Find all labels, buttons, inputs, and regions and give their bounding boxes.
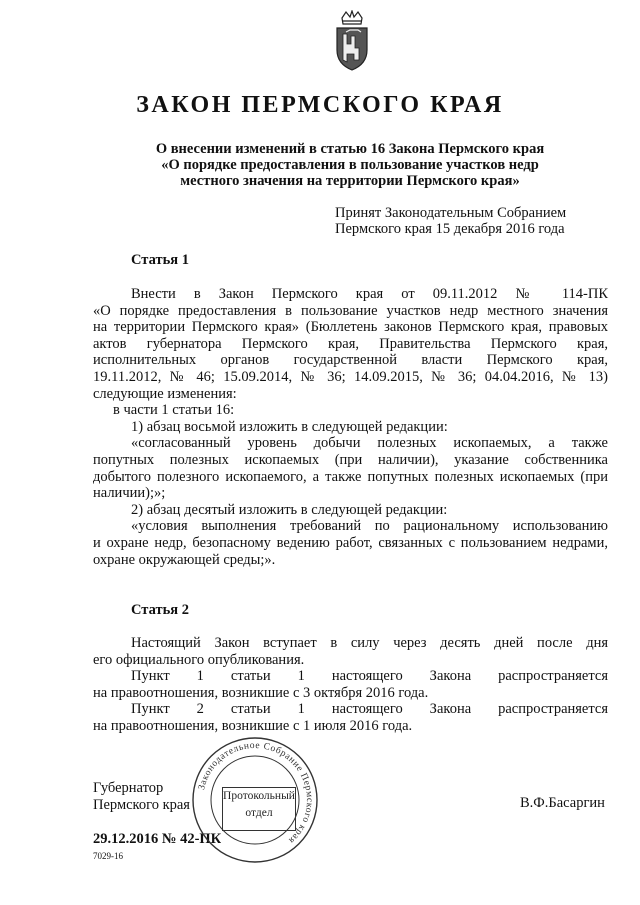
text-line: следующие изменения:: [93, 385, 237, 402]
stamp-box-line: отдел: [245, 807, 273, 819]
signatory-position: [93, 780, 190, 813]
text-line: его официального опубликования.: [93, 651, 305, 668]
text-line: 2) абзац десятый изложить в следующей редакции:: [131, 501, 448, 518]
text-line: и охране недр, безопасному ведению работ, связанных с пользованием недрами,: [93, 534, 608, 551]
stamp-department-box: [222, 787, 296, 831]
text-line: на правоотношения, возникшие с 3 октября 2016 года.: [93, 684, 429, 701]
text-line: на правоотношения, возникшие с 1 июля 2016 года.: [93, 717, 413, 734]
subject-line: О внесении изменений в статью 16 Закона Пермского края: [155, 141, 545, 157]
text-line: Пункт 2 статьи 1 настоящего Закона распространяется: [131, 701, 608, 718]
signatory-name: В.Ф.Басаргин: [520, 795, 605, 811]
text-line: «условия выполнения требований по рациональному использованию: [131, 518, 608, 535]
text-line: исполнительных органов государственной власти Пермского края,: [93, 352, 608, 369]
text-line: «согласованный уровень добычи полезных ископаемых, а также: [131, 435, 608, 452]
text-line: 19.11.2012, № 46; 15.09.2014, № 36; 14.09.2015, № 36; 04.04.2016, № 13): [93, 368, 608, 385]
registration-number: 7029-16: [93, 851, 123, 861]
article-1-body: [93, 286, 608, 568]
text-line: Пункт 1 статьи 1 настоящего Закона распространяется: [131, 668, 608, 685]
adoption-line: Принят Законодательным Собранием: [335, 205, 567, 221]
text-line: попутных полезных ископаемых (при наличии), указание собственника: [93, 451, 608, 468]
text-line: наличии);»;: [93, 485, 166, 502]
text-line: на территории Пермского края» (Бюллетень законов Пермского края, правовых: [93, 319, 608, 336]
stamp-box-line: Протокольный: [223, 790, 295, 802]
law-date-number: 29.12.2016 № 42-ПК: [93, 831, 222, 847]
subject-line: местного значения на территории Пермского края»: [180, 173, 520, 189]
law-title: ЗАКОН ПЕРМСКОГО КРАЯ: [136, 92, 504, 118]
adoption-line: Пермского края 15 декабря 2016 года: [335, 221, 565, 237]
text-line: «О порядке предоставления в пользование участков недр местного значения: [93, 302, 608, 319]
perm-krai-coat-of-arms-icon: [332, 10, 372, 72]
article-2-body: [93, 635, 608, 735]
position-line: Губернатор: [93, 780, 164, 796]
article-2-heading: Статья 2: [131, 602, 189, 618]
subject-line: «О порядке предоставления в пользование участков недр: [161, 157, 539, 173]
stamp-ring-text: Законодательное Собрание Пермского края: [197, 740, 315, 846]
article-1-heading: Статья 1: [131, 252, 189, 268]
text-line: актов губернатора Пермского края, Правительства Пермского края,: [93, 335, 608, 352]
text-line: Настоящий Закон вступает в силу через десять дней после дня: [131, 635, 608, 651]
text-line: 1) абзац восьмой изложить в следующей редакции:: [131, 418, 448, 435]
text-line: охране окружающей среды;».: [93, 551, 276, 568]
text-line: в части 1 статьи 16:: [113, 402, 235, 419]
text-line: Внести в Закон Пермского края от 09.11.2012 № 114-ПК: [131, 286, 608, 302]
adoption-note: [335, 205, 566, 237]
position-line: Пермского края: [93, 796, 190, 813]
text-line: добытого полезного ископаемого, а также попутных полезных ископаемых (при: [93, 468, 608, 485]
law-subject: [100, 141, 600, 189]
